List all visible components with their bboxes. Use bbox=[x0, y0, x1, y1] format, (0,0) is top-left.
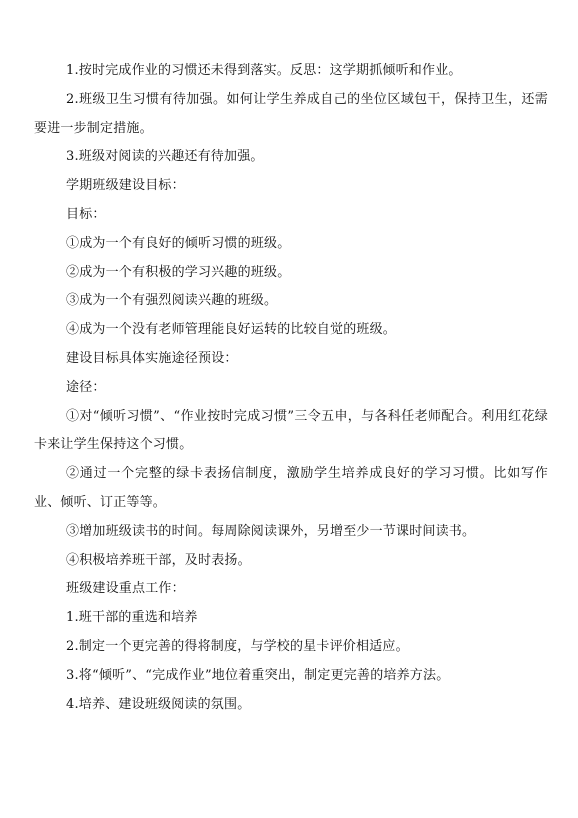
heading-semester-goals: 学期班级建设目标： bbox=[66, 178, 185, 194]
approach-item-3: ③增加班级读书的时间。每周除阅读课外，另增至少一节课时间读书。 bbox=[66, 523, 476, 539]
goal-item-4: ④成为一个没有老师管理能良好运转的比较自觉的班级。 bbox=[66, 322, 397, 338]
heading-approach: 途径： bbox=[66, 379, 106, 395]
document-body bbox=[34, 57, 548, 719]
heading-implementation: 建设目标具体实施途径预设： bbox=[66, 350, 238, 366]
key-work-item-4: 4.培养、建设班级阅读的氛围。 bbox=[66, 696, 251, 712]
heading-key-work: 班级建设重点工作： bbox=[66, 581, 185, 597]
heading-goals: 目标： bbox=[66, 206, 106, 222]
approach-item-1: ①对“倾听习惯”、“作业按时完成习惯”三令五申，与各科任老师配合。利用红花绿卡来让学生保持这个习惯。 bbox=[34, 408, 548, 453]
key-work-item-3: 3.将“倾听”、“完成作业”地位着重突出，制定更完善的培养方法。 bbox=[66, 667, 450, 683]
key-work-item-1: 1.班干部的重选和培养 bbox=[66, 610, 198, 626]
goal-item-2: ②成为一个有积极的学习兴趣的班级。 bbox=[66, 264, 291, 280]
paragraph-reading-interest: 3.班级对阅读的兴趣还有待加强。 bbox=[66, 149, 264, 165]
approach-item-4: ④积极培养班干部，及时表扬。 bbox=[66, 552, 251, 568]
approach-item-2: ②通过一个完整的绿卡表扬信制度，激励学生培养成良好的学习习惯。比如写作业、倾听、订正等等。 bbox=[34, 466, 548, 510]
paragraph-hygiene-habit: 2.班级卫生习惯有待加强。如何让学生养成自己的坐位区域包干，保持卫生，还需要进一步制定措施。 bbox=[34, 91, 548, 136]
goal-item-1: ①成为一个有良好的倾听习惯的班级。 bbox=[66, 235, 291, 251]
goal-item-3: ③成为一个有强烈阅读兴趣的班级。 bbox=[66, 293, 278, 309]
key-work-item-2: 2.制定一个更完善的得将制度，与学校的星卡评价相适应。 bbox=[66, 638, 409, 654]
paragraph-homework-habit: 1.按时完成作业的习惯还未得到落实。反思：这学期抓倾听和作业。 bbox=[66, 63, 462, 78]
